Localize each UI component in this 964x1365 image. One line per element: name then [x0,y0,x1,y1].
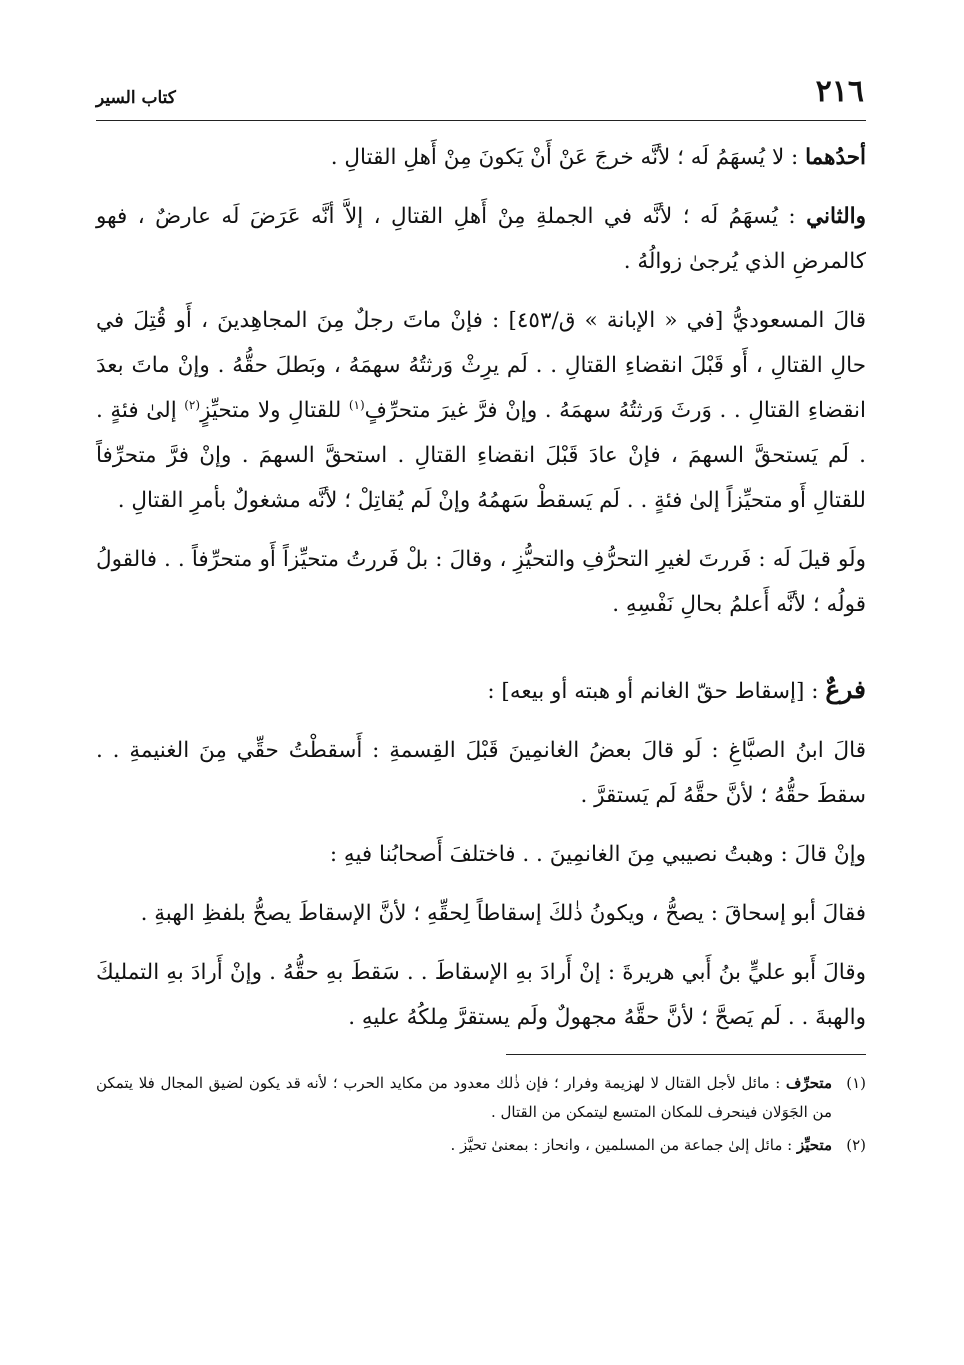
paragraph-text: قالَ المسعوديُّ [في « الإبانة » ق/٤٥٣] : فإنْ ماتَ رجلٌ مِنَ المجاهِدينَ ، أَو قُتِلَ في حالِ القتالِ ، أَو قَبْلَ انقضاءِ القتالِ . . لَم يرِثْ وَرثتُهُ سهمَهُ ، وبَطلَ حقُّهُ . وإنْ ماتَ بعدَ انقضاءِ القتالِ . . وَرثَ وَرثتُهُ سهمَهُ . وإنْ فرَّ غيرَ متحرِّفٍ [96,308,866,423]
footnote [96,1069,866,1127]
paragraph-gift: وإنْ قالَ : وهبتُ نصيبي مِنَ الغانمِينَ . . فاختلفَ أَصحابُنا فيهِ : [329,842,866,867]
running-title: كتاب السير [96,88,176,108]
footnote-marker[interactable]: (٢) [184,397,201,412]
footnote-number: (٢) [846,1136,866,1154]
paragraph-text: : لا يُسهَمُ لَه ؛ لأنَّه خرجَ عَنْ أَنْ يَكونَ مِنْ أَهلِ القتالِ . [330,145,799,170]
footnote-marker[interactable]: (١) [348,397,365,412]
section-heading [96,667,866,714]
paragraph-first-opinion [96,135,866,180]
paragraph-text: : يُسهَمُ لَه ؛ لأنَّه في الجملةِ مِنْ أَهلِ القتالِ ، إلاَّ أنَّه عَرَضَ لَه عارضٌ ، فهو كالمرضِ الذي يُرجىٰ زوالُهُ . [96,204,866,274]
page-header [96,70,866,121]
paragraph-abu-ali: وقالَ أَبو عليٍّ بنُ أَبي هريرةَ : إنْ أَرادَ بهِ الإسقاطَ . . سَقطَ بهِ حقُّهُ . وإنْ أَرادَ بهِ التمليكَ والهبةَ . . لَم يَصحَّ ؛ لأنَّ حقَّهُ مجهولٌ ولَم يستقرَّ مِلكُهُ عليهِ . [96,960,866,1030]
footnote-text: : مائل إلىٰ جماعة من المسلمين ، وانحاز : بمعنىٰ تحيَّز . [450,1136,793,1154]
footnote-term: متحيِّز [796,1136,832,1154]
section-title: : [إسقاط حقّ الغانم أو هبته أو بيعه] : [487,679,819,704]
paragraph-second-opinion [96,194,866,284]
page-content [96,135,866,1160]
section-label: فرعٌ [825,675,866,704]
footnote-body [96,1069,832,1127]
footnotes [96,1069,866,1160]
paragraph-lead: والثاني [806,204,866,229]
paragraph-claim: ولَو قيلَ لَه : فَررتَ لغيرِ التحرُّفِ والتحيُّزِ ، وقالَ : بلْ فَررتُ متحيِّزاً أَو متحرِّفاً . . فالقولُ قولُه ؛ لأنَّه أَعلمُ بحالِ نَفْسِهِ . [96,547,866,617]
footnote-divider [506,1054,866,1055]
paragraph-text: للقتالِ ولا متحيِّزٍ [200,398,349,423]
footnote-body [96,1131,832,1160]
footnote-text: : مائل لأجل القتال لا لهزيمة وفرار ؛ فإن ذٰلك معدود من مكايد الحرب ؛ لأنه قد يكون لضيق المجال فلا يتمكن من الجَوَلان فينحرف للمكان المتسع ليتمكن من القتال . [96,1074,832,1121]
footnote-number: (١) [846,1074,866,1092]
page-number: ٢١٦ [815,74,864,109]
paragraph-ibn-sabbagh: قالَ ابنُ الصبَّاغِ : لَو قالَ بعضُ الغانمِينَ قَبْلَ القِسمةِ : أَسقطْتُ حقِّي مِنَ الغنيمةِ . . سقطَ حقُّهُ ؛ لأنَّ حقَّهُ لَم يَستقرَّ . [96,738,866,808]
footnote-term: متحرِّف [785,1074,832,1092]
paragraph-text: إلىٰ فئةٍ . . لَم يَستحقَّ السهمَ ، فإنْ عادَ قَبْلَ انقضاءِ القتالِ . استحقَّ السهمَ . وإنْ فرَّ متحرِّفاً للقتالِ أَو متحيِّزاً إلىٰ فئةٍ . . لَم يَسقطْ سَهمُهُ وإنْ لَم يُقاتِلْ ؛ لأنَّه مشغولٌ بأمرِ القتالِ . [96,398,866,513]
book-page [96,70,866,1164]
footnote [96,1131,866,1160]
paragraph-masudi [96,298,866,523]
paragraph-abu-ishaq: فقالَ أبو إسحاقَ : يصحُّ ، ويكونُ ذٰلكَ إسقاطاً لِحقِّهِ ؛ لأنَّ الإسقاطَ يصحُّ بلفظِ الهبةِ . [140,901,866,926]
paragraph-lead: أحدُهما [805,145,866,170]
